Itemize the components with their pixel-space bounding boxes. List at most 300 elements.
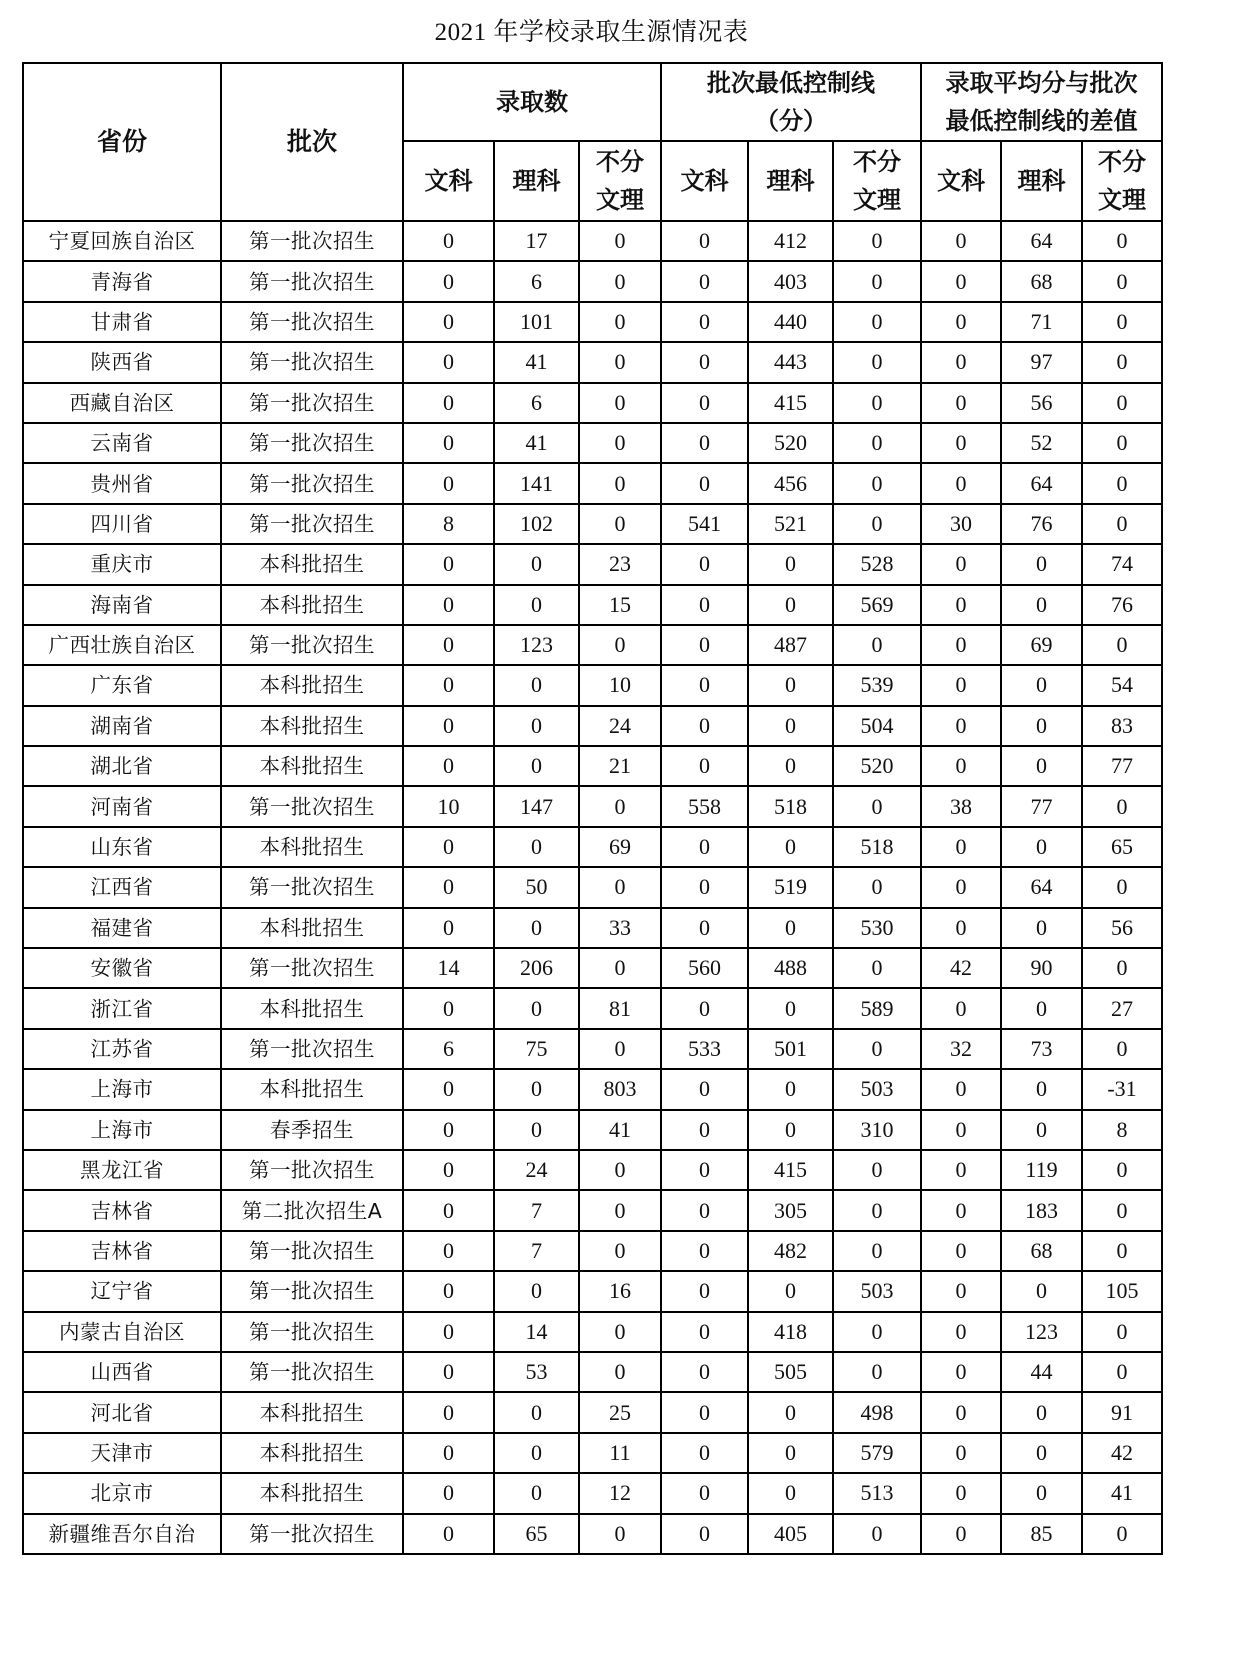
admitted-combined-cell: 0: [579, 1029, 661, 1069]
province-cell: 云南省: [23, 423, 221, 463]
admitted-arts-cell: 0: [403, 1069, 494, 1109]
diff-arts-cell: 0: [921, 423, 1001, 463]
province-cell: 广西壮族自治区: [23, 625, 221, 665]
minline-combined-cell: 0: [833, 463, 921, 503]
province-cell: 山东省: [23, 827, 221, 867]
batch-cell: 第一批次招生: [221, 221, 403, 261]
minline-science-cell: 501: [748, 1029, 833, 1069]
batch-cell: 本科批招生: [221, 585, 403, 625]
minline-combined-cell: 539: [833, 665, 921, 705]
diff-science-cell: 119: [1001, 1150, 1082, 1190]
batch-cell: 第一批次招生: [221, 786, 403, 826]
minline-arts-cell: 0: [661, 1271, 748, 1311]
diff-arts-cell: 0: [921, 746, 1001, 786]
diff-combined-cell: 0: [1082, 342, 1162, 382]
diff-combined-cell: 0: [1082, 1029, 1162, 1069]
admitted-science-cell: 7: [494, 1231, 579, 1271]
header-row-groups: [23, 63, 1162, 141]
diff-science-cell: 64: [1001, 463, 1082, 503]
minline-combined-cell: 0: [833, 1150, 921, 1190]
batch-cell: 第一批次招生: [221, 302, 403, 342]
minline-arts-cell: 0: [661, 221, 748, 261]
minline-arts-cell: 0: [661, 1110, 748, 1150]
admitted-science-cell: 0: [494, 908, 579, 948]
admitted-arts-cell: 6: [403, 1029, 494, 1069]
minline-arts-cell: 0: [661, 1231, 748, 1271]
province-cell: 内蒙古自治区: [23, 1312, 221, 1352]
minline-science-cell: 443: [748, 342, 833, 382]
batch-cell: 本科批招生: [221, 1392, 403, 1432]
table-row: [23, 1473, 1162, 1513]
admitted-arts-cell: 0: [403, 665, 494, 705]
diff-science-cell: 0: [1001, 706, 1082, 746]
admitted-arts-cell: 0: [403, 706, 494, 746]
batch-cell: 本科批招生: [221, 1473, 403, 1513]
admitted-arts-cell: 0: [403, 1110, 494, 1150]
diff-combined-cell: 0: [1082, 1231, 1162, 1271]
diff-arts-cell: 0: [921, 625, 1001, 665]
diff-combined-cell: 0: [1082, 504, 1162, 544]
admitted-arts-cell: 0: [403, 1433, 494, 1473]
admitted-combined-cell: 0: [579, 383, 661, 423]
minline-arts-cell: 0: [661, 1312, 748, 1352]
table-row: [23, 1312, 1162, 1352]
table-row: [23, 423, 1162, 463]
province-cell: 黑龙江省: [23, 1150, 221, 1190]
minline-arts-cell: 0: [661, 383, 748, 423]
admitted-science-cell: 102: [494, 504, 579, 544]
diff-science-cell: 0: [1001, 827, 1082, 867]
header-sub-label: 文理: [853, 186, 901, 214]
minline-science-cell: 0: [748, 1473, 833, 1513]
minline-combined-cell: 513: [833, 1473, 921, 1513]
admitted-arts-cell: 0: [403, 302, 494, 342]
table-row: [23, 544, 1162, 584]
batch-cell: 本科批招生: [221, 1069, 403, 1109]
minline-arts-cell: 0: [661, 302, 748, 342]
header-sub-label: 不分: [853, 148, 901, 176]
province-cell: 安徽省: [23, 948, 221, 988]
admitted-arts-cell: 0: [403, 463, 494, 503]
minline-combined-cell: 0: [833, 786, 921, 826]
minline-science-cell: 305: [748, 1190, 833, 1230]
diff-arts-cell: 0: [921, 221, 1001, 261]
batch-cell: 第一批次招生: [221, 463, 403, 503]
admitted-science-cell: 65: [494, 1514, 579, 1554]
admitted-arts-cell: 0: [403, 423, 494, 463]
diff-combined-cell: 0: [1082, 221, 1162, 261]
province-cell: 新疆维吾尔自治: [23, 1514, 221, 1554]
minline-science-cell: 0: [748, 544, 833, 584]
diff-combined-cell: 27: [1082, 988, 1162, 1028]
minline-combined-cell: 569: [833, 585, 921, 625]
diff-arts-cell: 0: [921, 1271, 1001, 1311]
diff-combined-cell: 42: [1082, 1433, 1162, 1473]
batch-cell: 本科批招生: [221, 908, 403, 948]
diff-combined-cell: 0: [1082, 1514, 1162, 1554]
minline-science-cell: 0: [748, 988, 833, 1028]
minline-arts-cell: 0: [661, 463, 748, 503]
admitted-science-cell: 24: [494, 1150, 579, 1190]
admitted-combined-cell: 41: [579, 1110, 661, 1150]
admitted-combined-cell: 0: [579, 342, 661, 382]
diff-arts-cell: 0: [921, 1514, 1001, 1554]
minline-combined-cell: 579: [833, 1433, 921, 1473]
table-row: [23, 867, 1162, 907]
minline-arts-cell: 0: [661, 827, 748, 867]
table-row: [23, 1514, 1162, 1554]
table-row: [23, 1271, 1162, 1311]
minline-combined-cell: 0: [833, 948, 921, 988]
batch-cell: 本科批招生: [221, 544, 403, 584]
table-row: [23, 1352, 1162, 1392]
diff-science-cell: 56: [1001, 383, 1082, 423]
table-row: [23, 1392, 1162, 1432]
admitted-arts-cell: 0: [403, 1271, 494, 1311]
minline-arts-cell: 0: [661, 1473, 748, 1513]
admitted-combined-cell: 0: [579, 463, 661, 503]
header-sub-label: 理科: [1017, 167, 1066, 195]
admitted-arts-cell: 8: [403, 504, 494, 544]
batch-cell: 第一批次招生: [221, 1231, 403, 1271]
province-cell: 天津市: [23, 1433, 221, 1473]
minline-arts-cell: 0: [661, 746, 748, 786]
diff-science-cell: 0: [1001, 1392, 1082, 1432]
province-cell: 上海市: [23, 1110, 221, 1150]
batch-cell: 本科批招生: [221, 988, 403, 1028]
admitted-science-cell: 53: [494, 1352, 579, 1392]
admitted-science-cell: 41: [494, 423, 579, 463]
admitted-science-cell: 0: [494, 1433, 579, 1473]
header-sub-combined: [579, 141, 661, 221]
header-sub-label: 文科: [937, 167, 985, 195]
batch-cell: 本科批招生: [221, 827, 403, 867]
province-cell: 贵州省: [23, 463, 221, 503]
admitted-arts-cell: 0: [403, 827, 494, 867]
table-row: [23, 463, 1162, 503]
diff-combined-cell: 0: [1082, 463, 1162, 503]
admitted-arts-cell: 0: [403, 1150, 494, 1190]
admitted-arts-cell: 0: [403, 383, 494, 423]
admitted-science-cell: 0: [494, 706, 579, 746]
admitted-arts-cell: 0: [403, 544, 494, 584]
admitted-arts-cell: 0: [403, 625, 494, 665]
admitted-arts-cell: 0: [403, 1352, 494, 1392]
minline-combined-cell: 0: [833, 423, 921, 463]
diff-science-cell: 90: [1001, 948, 1082, 988]
diff-science-cell: 97: [1001, 342, 1082, 382]
batch-cell: 第一批次招生: [221, 1271, 403, 1311]
minline-arts-cell: 0: [661, 544, 748, 584]
header-sub-science: [1001, 141, 1082, 221]
diff-science-cell: 44: [1001, 1352, 1082, 1392]
minline-arts-cell: 541: [661, 504, 748, 544]
minline-arts-cell: 0: [661, 261, 748, 301]
admitted-arts-cell: 0: [403, 867, 494, 907]
diff-science-cell: 0: [1001, 1271, 1082, 1311]
minline-science-cell: 0: [748, 665, 833, 705]
header-group-min-line-line1: 批次最低控制线: [707, 69, 875, 97]
admitted-combined-cell: 11: [579, 1433, 661, 1473]
admitted-combined-cell: 0: [579, 948, 661, 988]
table-row: [23, 504, 1162, 544]
minline-arts-cell: 0: [661, 908, 748, 948]
diff-arts-cell: 30: [921, 504, 1001, 544]
header-group-admitted: [403, 63, 661, 141]
table-row: [23, 261, 1162, 301]
diff-science-cell: 73: [1001, 1029, 1082, 1069]
table-row: [23, 1069, 1162, 1109]
admitted-arts-cell: 0: [403, 585, 494, 625]
diff-science-cell: 68: [1001, 261, 1082, 301]
minline-combined-cell: 0: [833, 1029, 921, 1069]
diff-combined-cell: 0: [1082, 302, 1162, 342]
minline-science-cell: 519: [748, 867, 833, 907]
minline-science-cell: 505: [748, 1352, 833, 1392]
table-row: [23, 1150, 1162, 1190]
minline-science-cell: 403: [748, 261, 833, 301]
admitted-science-cell: 17: [494, 221, 579, 261]
table-row: [23, 988, 1162, 1028]
admitted-combined-cell: 0: [579, 1514, 661, 1554]
diff-combined-cell: 0: [1082, 261, 1162, 301]
minline-science-cell: 482: [748, 1231, 833, 1271]
diff-arts-cell: 42: [921, 948, 1001, 988]
diff-arts-cell: 0: [921, 1069, 1001, 1109]
diff-science-cell: 64: [1001, 221, 1082, 261]
header-sub-label: 理科: [512, 167, 561, 195]
header-sub-arts: [403, 141, 494, 221]
diff-combined-cell: -31: [1082, 1069, 1162, 1109]
admitted-combined-cell: 0: [579, 786, 661, 826]
diff-combined-cell: 76: [1082, 585, 1162, 625]
header-sub-arts: [921, 141, 1001, 221]
admitted-arts-cell: 0: [403, 1473, 494, 1513]
diff-arts-cell: 0: [921, 463, 1001, 503]
admitted-arts-cell: 0: [403, 342, 494, 382]
minline-combined-cell: 0: [833, 625, 921, 665]
admitted-combined-cell: 25: [579, 1392, 661, 1432]
admitted-science-cell: 101: [494, 302, 579, 342]
diff-arts-cell: 0: [921, 1433, 1001, 1473]
minline-combined-cell: 0: [833, 342, 921, 382]
header-sub-label: 文科: [680, 167, 729, 195]
minline-science-cell: 456: [748, 463, 833, 503]
minline-arts-cell: 0: [661, 1514, 748, 1554]
province-cell: 青海省: [23, 261, 221, 301]
minline-science-cell: 0: [748, 706, 833, 746]
table-row: [23, 1433, 1162, 1473]
minline-combined-cell: 0: [833, 302, 921, 342]
admitted-combined-cell: 0: [579, 1231, 661, 1271]
table-row: [23, 342, 1162, 382]
minline-science-cell: 0: [748, 1110, 833, 1150]
diff-science-cell: 0: [1001, 585, 1082, 625]
province-cell: 湖北省: [23, 746, 221, 786]
diff-science-cell: 0: [1001, 544, 1082, 584]
admitted-combined-cell: 0: [579, 1190, 661, 1230]
table-row: [23, 1110, 1162, 1150]
table-row: [23, 1190, 1162, 1230]
admitted-combined-cell: 0: [579, 1312, 661, 1352]
table-header: [23, 63, 1162, 221]
diff-arts-cell: 0: [921, 585, 1001, 625]
header-group-min-line-line2: （分）: [755, 107, 827, 135]
admitted-arts-cell: 0: [403, 1312, 494, 1352]
diff-arts-cell: 0: [921, 342, 1001, 382]
admitted-arts-cell: 0: [403, 1514, 494, 1554]
minline-arts-cell: 0: [661, 423, 748, 463]
diff-arts-cell: 0: [921, 1110, 1001, 1150]
minline-science-cell: 418: [748, 1312, 833, 1352]
province-cell: 河北省: [23, 1392, 221, 1432]
diff-combined-cell: 0: [1082, 383, 1162, 423]
admitted-science-cell: 0: [494, 1110, 579, 1150]
minline-combined-cell: 0: [833, 867, 921, 907]
diff-science-cell: 0: [1001, 908, 1082, 948]
batch-cell: 本科批招生: [221, 746, 403, 786]
minline-arts-cell: 0: [661, 342, 748, 382]
admitted-combined-cell: 0: [579, 302, 661, 342]
table-row: [23, 908, 1162, 948]
admitted-arts-cell: 0: [403, 1190, 494, 1230]
diff-science-cell: 0: [1001, 1473, 1082, 1513]
table-body: [23, 221, 1162, 1554]
admitted-arts-cell: 10: [403, 786, 494, 826]
diff-arts-cell: 0: [921, 383, 1001, 423]
table-row: [23, 585, 1162, 625]
province-cell: 海南省: [23, 585, 221, 625]
minline-science-cell: 0: [748, 746, 833, 786]
header-sub-science: [748, 141, 833, 221]
diff-science-cell: 0: [1001, 1069, 1082, 1109]
admitted-combined-cell: 0: [579, 867, 661, 907]
header-sub-label: 文理: [596, 186, 644, 214]
diff-arts-cell: 0: [921, 867, 1001, 907]
admitted-arts-cell: 0: [403, 221, 494, 261]
batch-cell: 第一批次招生: [221, 1514, 403, 1554]
province-cell: 江西省: [23, 867, 221, 907]
batch-cell: 第一批次招生: [221, 1029, 403, 1069]
minline-arts-cell: 533: [661, 1029, 748, 1069]
province-cell: 甘肃省: [23, 302, 221, 342]
minline-science-cell: 0: [748, 1069, 833, 1109]
diff-arts-cell: 0: [921, 665, 1001, 705]
diff-combined-cell: 56: [1082, 908, 1162, 948]
admitted-science-cell: 0: [494, 746, 579, 786]
minline-combined-cell: 0: [833, 221, 921, 261]
admitted-combined-cell: 0: [579, 423, 661, 463]
admitted-combined-cell: 21: [579, 746, 661, 786]
admitted-science-cell: 7: [494, 1190, 579, 1230]
batch-cell: 本科批招生: [221, 706, 403, 746]
header-sub-label: 不分: [596, 148, 644, 176]
admitted-combined-cell: 0: [579, 1150, 661, 1190]
diff-science-cell: 0: [1001, 665, 1082, 705]
minline-arts-cell: 558: [661, 786, 748, 826]
header-group-min-line: [661, 63, 921, 141]
diff-combined-cell: 41: [1082, 1473, 1162, 1513]
minline-arts-cell: 0: [661, 625, 748, 665]
minline-combined-cell: 589: [833, 988, 921, 1028]
admitted-science-cell: 0: [494, 544, 579, 584]
admitted-science-cell: 0: [494, 585, 579, 625]
admitted-science-cell: 0: [494, 988, 579, 1028]
minline-combined-cell: 0: [833, 261, 921, 301]
diff-combined-cell: 74: [1082, 544, 1162, 584]
header-sub-combined: [1082, 141, 1162, 221]
minline-combined-cell: 498: [833, 1392, 921, 1432]
minline-combined-cell: 503: [833, 1069, 921, 1109]
province-cell: 吉林省: [23, 1231, 221, 1271]
diff-combined-cell: 0: [1082, 948, 1162, 988]
minline-arts-cell: 0: [661, 706, 748, 746]
diff-combined-cell: 83: [1082, 706, 1162, 746]
header-sub-science: [494, 141, 579, 221]
admitted-combined-cell: 12: [579, 1473, 661, 1513]
batch-cell: 第一批次招生: [221, 261, 403, 301]
minline-science-cell: 520: [748, 423, 833, 463]
diff-arts-cell: 0: [921, 261, 1001, 301]
admitted-science-cell: 0: [494, 1473, 579, 1513]
province-cell: 江苏省: [23, 1029, 221, 1069]
admitted-science-cell: 0: [494, 827, 579, 867]
diff-arts-cell: 0: [921, 1473, 1001, 1513]
minline-science-cell: 0: [748, 1433, 833, 1473]
batch-cell: 第一批次招生: [221, 948, 403, 988]
minline-arts-cell: 0: [661, 988, 748, 1028]
header-sub-label: 不分: [1098, 148, 1146, 176]
batch-cell: 第一批次招生: [221, 867, 403, 907]
header-sub-arts: [661, 141, 748, 221]
header-sub-label: 文理: [1098, 186, 1146, 214]
minline-science-cell: 0: [748, 908, 833, 948]
admitted-science-cell: 41: [494, 342, 579, 382]
minline-combined-cell: 0: [833, 1190, 921, 1230]
minline-combined-cell: 0: [833, 1352, 921, 1392]
diff-combined-cell: 0: [1082, 625, 1162, 665]
diff-science-cell: 71: [1001, 302, 1082, 342]
province-cell: 陕西省: [23, 342, 221, 382]
minline-arts-cell: 0: [661, 585, 748, 625]
minline-arts-cell: 0: [661, 1392, 748, 1432]
admitted-arts-cell: 14: [403, 948, 494, 988]
minline-science-cell: 487: [748, 625, 833, 665]
minline-combined-cell: 518: [833, 827, 921, 867]
minline-combined-cell: 528: [833, 544, 921, 584]
minline-combined-cell: 0: [833, 504, 921, 544]
province-cell: 四川省: [23, 504, 221, 544]
province-cell: 上海市: [23, 1069, 221, 1109]
table-row: [23, 948, 1162, 988]
province-cell: 福建省: [23, 908, 221, 948]
admitted-science-cell: 0: [494, 1069, 579, 1109]
minline-combined-cell: 520: [833, 746, 921, 786]
admitted-combined-cell: 0: [579, 1352, 661, 1392]
minline-arts-cell: 0: [661, 1352, 748, 1392]
diff-combined-cell: 65: [1082, 827, 1162, 867]
minline-science-cell: 440: [748, 302, 833, 342]
batch-cell: 本科批招生: [221, 665, 403, 705]
diff-combined-cell: 0: [1082, 867, 1162, 907]
admitted-arts-cell: 0: [403, 988, 494, 1028]
diff-science-cell: 0: [1001, 746, 1082, 786]
header-group-diff-line2: 最低控制线的差值: [945, 107, 1138, 135]
table-row: [23, 221, 1162, 261]
diff-science-cell: 64: [1001, 867, 1082, 907]
province-cell: 河南省: [23, 786, 221, 826]
province-cell: 北京市: [23, 1473, 221, 1513]
